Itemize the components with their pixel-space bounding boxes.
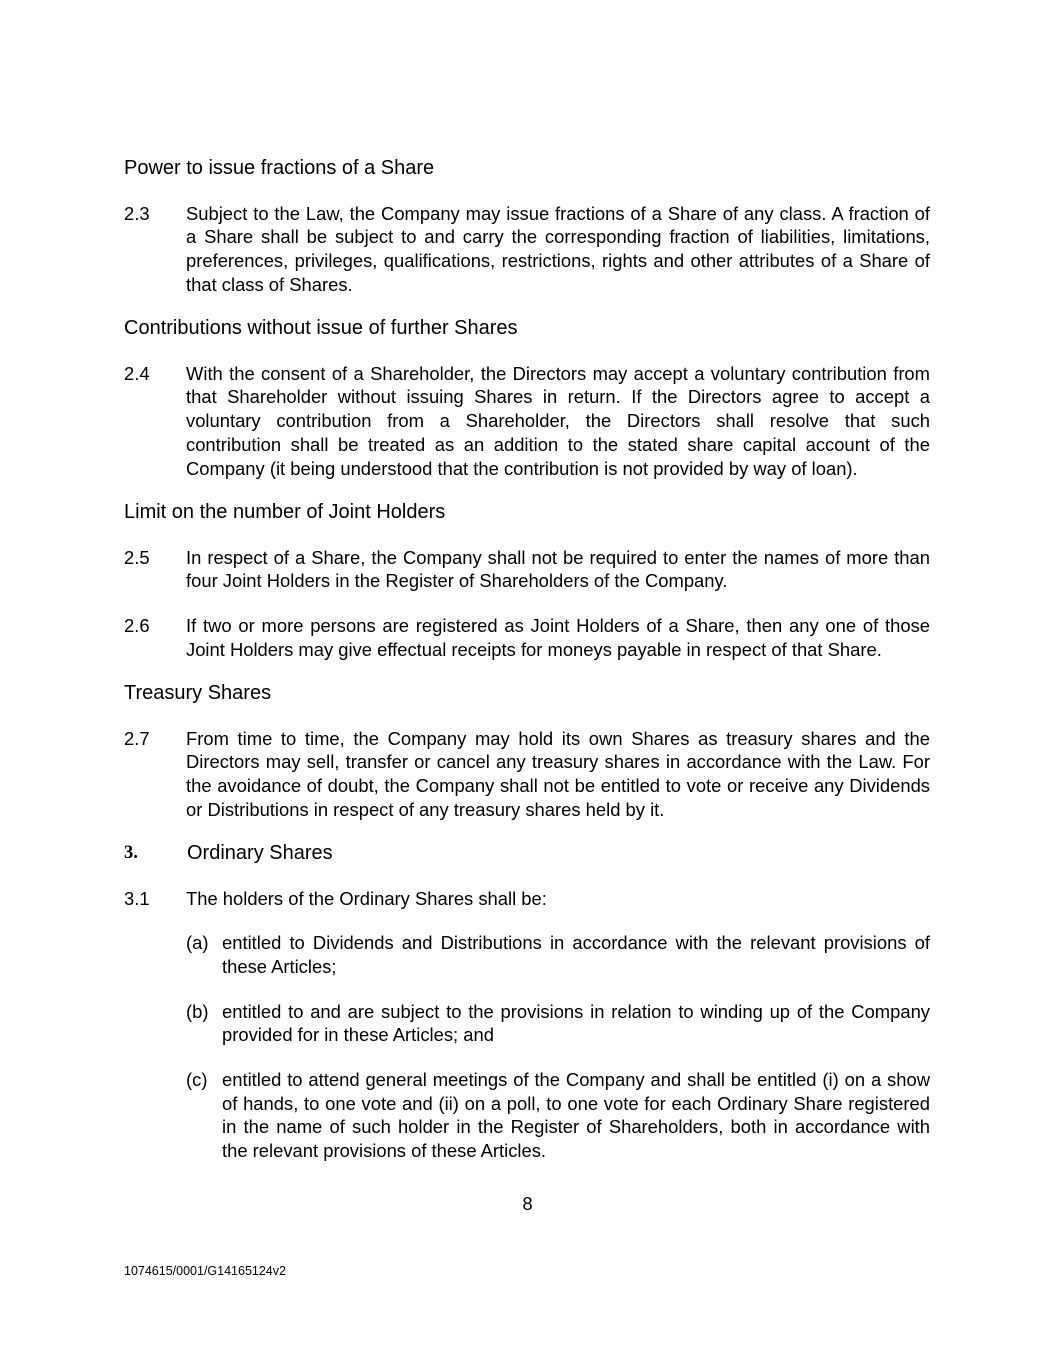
clause-line: contribution shall be treated as an addition to the stated share capital account of the (186, 433, 930, 455)
item-line: provided for in these Articles; and (222, 1024, 494, 1046)
subheading-contributions: Contributions without issue of further Shares (124, 317, 518, 340)
document-reference: 1074615/0001/G14165124v2 (124, 1264, 286, 1278)
list-marker: (b) (186, 1000, 209, 1022)
list-marker: (c) (186, 1068, 208, 1090)
clause-line: From time to time, the Company may hold its own Shares as treasury shares and the (186, 727, 930, 749)
clause-line: With the consent of a Shareholder, the Directors may accept a voluntary contribution from (186, 362, 930, 384)
clause-number: 3.1 (124, 887, 150, 909)
clause-2-7 (124, 727, 930, 822)
subheading-joint-holders: Limit on the number of Joint Holders (124, 501, 446, 524)
list-item-a (124, 931, 930, 978)
item-line: in the name of such holder in the Register of Shareholders, both in accordance with (222, 1116, 930, 1138)
subheading-fractions: Power to issue fractions of a Share (124, 157, 435, 179)
section-title: Ordinary Shares (187, 842, 333, 865)
item-line: the relevant provisions of these Articles. (222, 1140, 547, 1162)
clause-number: 2.3 (124, 202, 150, 224)
subheading-treasury-shares: Treasury Shares (124, 682, 272, 705)
clause-line: that class of Shares. (186, 273, 353, 295)
clause-line: The holders of the Ordinary Shares shall be: (186, 887, 547, 909)
clause-line: a Share shall be subject to and carry the corresponding fraction of liabilities, limitations, (186, 226, 930, 248)
clause-line: In respect of a Share, the Company shall not be required to enter the names of more than (186, 546, 930, 568)
clause-2-4 (124, 362, 930, 481)
clause-line: preferences, privileges, qualifications, restrictions, rights and other attributes of a Share of (186, 249, 930, 271)
clause-line: that Shareholder without issuing Shares in return. If the Directors agree to accept a (186, 386, 930, 408)
clause-line: Directors may sell, transfer or cancel any treasury shares in accordance with the Law. For (186, 751, 930, 773)
clause-line: Company (it being understood that the contribution is not provided by way of loan). (186, 457, 858, 479)
clause-line: Subject to the Law, the Company may issue fractions of a Share of any class. A fraction of (186, 202, 930, 224)
list-item-c (124, 1068, 930, 1163)
clause-number: 2.6 (124, 614, 150, 636)
list-item-b (124, 1000, 930, 1047)
item-line: entitled to attend general meetings of the Company and shall be entitled (i) on a show (222, 1068, 930, 1090)
clause-3-1 (124, 887, 930, 911)
item-line: entitled to and are subject to the provisions in relation to winding up of the Company (222, 1000, 930, 1022)
section-3-heading (124, 842, 930, 866)
clause-line: four Joint Holders in the Register of Shareholders of the Company. (186, 570, 728, 592)
clause-line: or Distributions in respect of any treasury shares held by it. (186, 798, 665, 820)
clause-number: 2.7 (124, 727, 150, 749)
clause-2-6 (124, 614, 930, 661)
clause-line: the avoidance of doubt, the Company shall not be entitled to vote or receive any Dividends (186, 775, 930, 797)
clause-number: 2.4 (124, 362, 150, 384)
clause-number: 2.5 (124, 546, 150, 568)
clause-2-3 (124, 202, 930, 297)
document-body (124, 157, 930, 1163)
section-number: 3. (124, 843, 138, 864)
list-marker: (a) (186, 932, 209, 954)
clause-2-5 (124, 546, 930, 593)
item-line: entitled to Dividends and Distributions in accordance with the relevant provisions of (222, 932, 930, 954)
item-line: these Articles; (222, 956, 337, 978)
page-number: 8 (522, 1193, 533, 1214)
clause-line: If two or more persons are registered as Joint Holders of a Share, then any one of those (186, 614, 930, 636)
clause-line: voluntary contribution from a Shareholder, the Directors shall resolve that such (186, 410, 930, 432)
item-line: of hands, to one vote and (ii) on a poll, to one vote for each Ordinary Share registered (222, 1092, 930, 1114)
clause-line: Joint Holders may give effectual receipts for moneys payable in respect of that Share. (186, 638, 882, 660)
